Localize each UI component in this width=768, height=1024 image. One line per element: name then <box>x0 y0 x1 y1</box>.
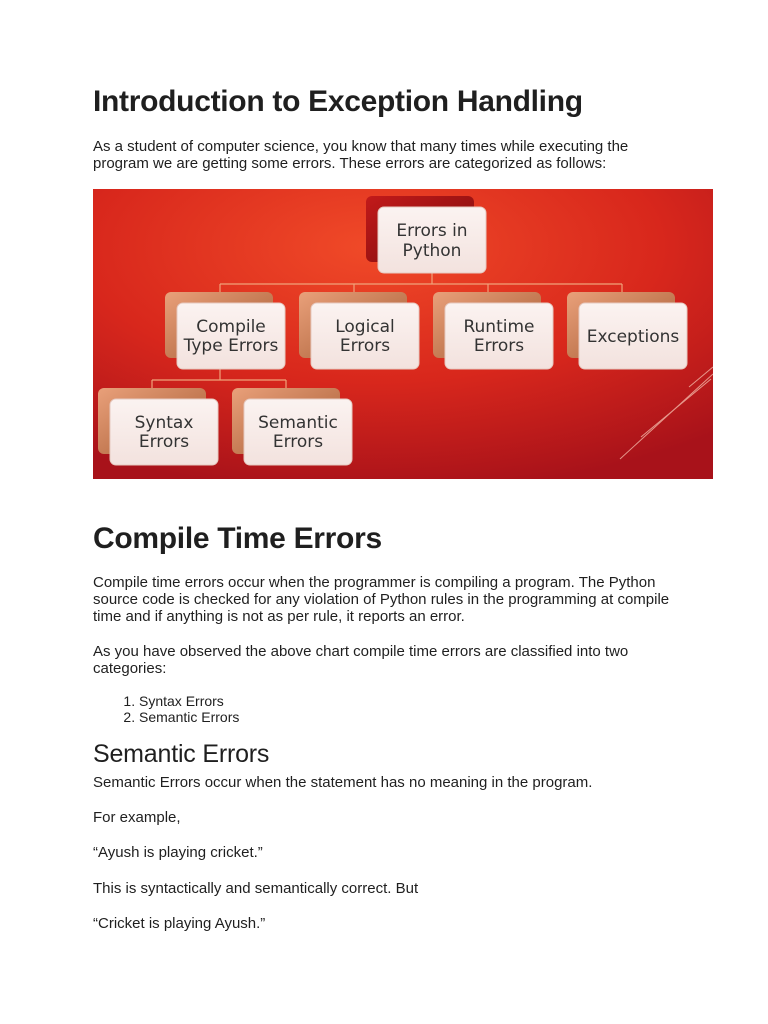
node-label: Errors in <box>396 221 468 241</box>
node-label: Semantic <box>258 413 338 433</box>
compile-errors-heading: Compile Time Errors <box>93 522 382 555</box>
correctness-note: This is syntactically and semantically correct. But <box>93 880 419 897</box>
semantic-errors-heading: Semantic Errors <box>93 740 270 768</box>
node-compile-type-errors <box>165 292 285 369</box>
page-title: Introduction to Exception Handling <box>93 85 583 118</box>
list-item: 1. Syntax Errors <box>139 693 239 709</box>
compile-error-list <box>93 693 239 725</box>
node-label: Python <box>402 241 462 261</box>
node-label: Errors <box>339 336 391 356</box>
node-runtime-errors <box>433 292 553 369</box>
node-errors-in-python <box>366 196 486 273</box>
node-label: Errors <box>473 336 525 356</box>
example-label: For example, <box>93 809 181 826</box>
node-exceptions <box>567 292 687 369</box>
compile-paragraph-1: Compile time errors occur when the programmer is compiling a program. The Python source code is checked for any violation of Python rules in the programming at compile time and if anything is not as per rule, it reports an error. <box>93 574 670 625</box>
node-label: Compile <box>196 317 266 337</box>
example-quote-2: “Cricket is playing Ayush.” <box>93 915 266 932</box>
example-quote-1: “Ayush is playing cricket.” <box>93 844 263 861</box>
diagram-canvas <box>93 189 713 479</box>
node-label: Syntax <box>134 413 194 433</box>
node-logical-errors <box>299 292 419 369</box>
compile-paragraph-2: As you have observed the above chart compile time errors are classified into two categories: <box>93 643 629 677</box>
node-semantic-errors <box>232 388 352 465</box>
node-label: Logical <box>335 317 395 337</box>
error-hierarchy-diagram <box>93 189 713 479</box>
node-syntax-errors <box>98 388 218 465</box>
semantic-paragraph: Semantic Errors occur when the statement has no meaning in the program. <box>93 774 593 791</box>
list-item: 2. Semantic Errors <box>139 709 239 725</box>
node-label: Errors <box>138 432 190 452</box>
intro-paragraph: As a student of computer science, you know that many times while executing the program we are getting some errors. These errors are categorized as follows: <box>93 138 629 172</box>
node-label: Exceptions <box>586 327 680 347</box>
node-label: Errors <box>272 432 324 452</box>
node-label: Runtime <box>463 317 535 337</box>
node-label: Type Errors <box>183 336 279 356</box>
